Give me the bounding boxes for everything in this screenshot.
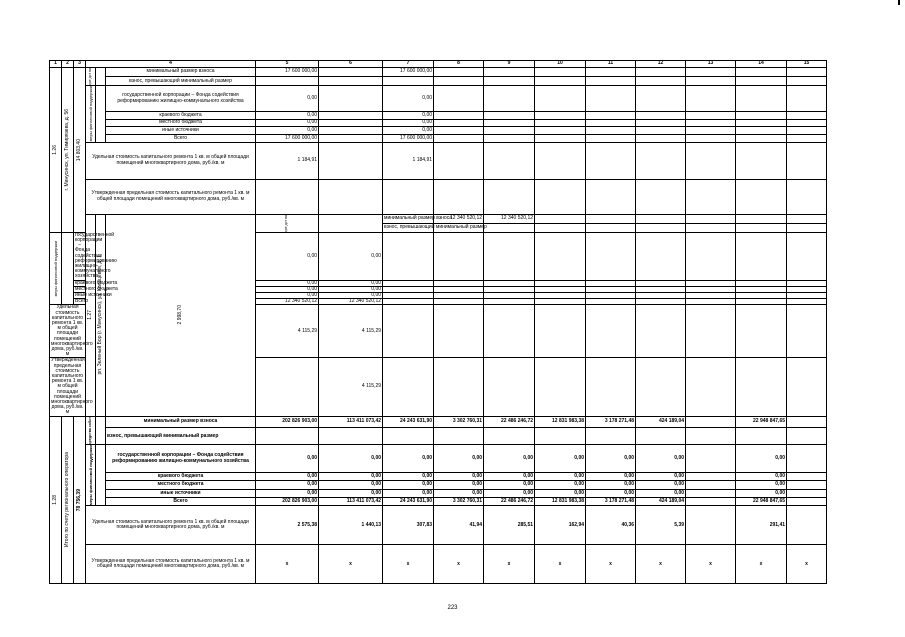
col-header-9: 9 [484, 61, 535, 68]
page-number: 223 [447, 605, 458, 611]
over-fee-label: взнос, превышающий минимальный размер [106, 77, 256, 86]
table-row: иные источники 0,00 0,00 0,00 0,00 0,00 0,00 0,00 0,00 0,00 [50, 489, 827, 497]
corner-mark [898, 0, 900, 5]
house-address: г. Минусинск, ул. Тимирязева, д. 56 [62, 68, 74, 233]
table-row: краевого бюджета 0,00 0,00 0,00 0,00 0,00 0,00 0,00 0,00 0,00 [50, 473, 827, 481]
table-row: краевого бюджета 0,00 0,00 [50, 280, 827, 286]
col-header-5: 5 [256, 61, 319, 68]
col-header-14: 14 [736, 61, 787, 68]
col-header-6: 6 [319, 61, 383, 68]
col-header-15: 15 [787, 61, 827, 68]
table-row: Всего 17 600 000,00 17 600 000,00 [50, 134, 827, 142]
col-header-8: 8 [434, 61, 484, 68]
table-row: меры финансовой поддержки государственной корпорации – Фонда содействия реформированию жилищно-коммунального хозяйства 0,00 0,00 [50, 232, 827, 280]
finance-group: меры финансовой поддержки [86, 86, 96, 142]
min-fee-label: минимальный размер взноса [106, 68, 256, 77]
house-address: Итого по счету регионального оператора [62, 416, 74, 584]
table-row: взнос, превышающий минимальный размер [50, 428, 827, 445]
col-header-11: 11 [586, 61, 636, 68]
source-group: сре дст ва [86, 68, 96, 86]
house-area: 2 998,70 [106, 214, 256, 416]
row-number: 1.27 [86, 214, 96, 416]
table-row: местного бюджета 0,00 0,00 0,00 0,00 0,00 0,00 0,00 0,00 0,00 [50, 481, 827, 489]
table-row: краевого бюджета 0,00 0,00 [50, 112, 827, 120]
table-row: иные источники 0,00 0,00 [50, 127, 827, 135]
table-row: Удельная стоимость капитального ремонта 1 кв. м общей площади помещений многоквартирного дома, руб./кв. м 2 575,38 1 440,13 307,83 41,94 285,51 162,94 40,36 5,39 291,41 [50, 506, 827, 545]
table-row: меры финансовой поддержки государственной корпорации – Фонда содействия реформированию жилищно-коммунального хозяйства 0,00 0,00 0,00 0,00 0,00 0,00 0,00 0,00 0,00 [50, 445, 827, 473]
col-header-13: 13 [686, 61, 736, 68]
source-group-sub [96, 68, 106, 86]
capital-repair-table [49, 60, 827, 584]
row-number: 1.26 [50, 68, 62, 233]
table-row: иные источники 0,00 0,00 [50, 293, 827, 299]
col-header-1: 1 [50, 61, 62, 68]
house-area: 14 803,40 [74, 68, 86, 233]
table-row: взнос, превышающий минимальный размер [50, 223, 827, 232]
table-row: Удельная стоимость капитального ремонта 1 кв. м общей площади помещений многоквартирного дома, руб./кв. м 1 184,91 1 184,91 [50, 142, 827, 179]
table-row: 1.26 г. Минусинск, ул. Тимирязева, д. 56 14 803,40 сре дст ва минимальный размер взноса 17 600 000,00 17 600 000,00 [50, 68, 827, 77]
table-row: местного бюджета 0,00 0,00 [50, 286, 827, 292]
table-row: меры финансовой поддержки государственной корпорации – Фонда содействия реформированию жилищно-коммунального хозяйства 0,00 0,00 [50, 86, 827, 112]
state-corp-label: государственной корпорации – Фонда содействия реформированию жилищно-коммунального хозяйства [106, 86, 256, 112]
row-number: 1.28 [50, 416, 62, 584]
table-row: Всего 202 826 903,00 113 411 073,42 24 243 631,90 3 302 760,31 22 486 246,72 12 831 983,38 3 178 271,48 424 189,04 22 948 847,65 [50, 497, 827, 505]
table-row: Удельная стоимость капитального ремонта 1 кв. м общей площади помещений многоквартирного дома, руб./кв. м 4 115,29 4 115,29 [50, 305, 827, 358]
house-address: рп. Зеленый Бор (г. Минусинск), ул. Кольцевая, д. 1 [96, 214, 106, 416]
house-area: 78 756,39 [74, 416, 86, 584]
table-row: Утвержденная предельная стоимость капитального ремонта 1 кв. м общей площади помещений многоквартирного дома, руб./кв. м 4 115,29 [50, 358, 827, 416]
col-header-10: 10 [535, 61, 586, 68]
table-row: 1.28 Итого по счету регионального оператора 78 756,39 средства собст минимальный размер взноса 202 826 903,00 113 411 073,42 24 243 631,90 3 302 760,31 22 486 246,72 12 831 983,38 3 178 271,48 424 189,04 22 948 847,65 [50, 416, 827, 428]
col-header-12: 12 [636, 61, 686, 68]
col-header-7: 7 [383, 61, 434, 68]
table-row: Всего 12 340 520,12 12 340 520,12 [50, 299, 827, 305]
col-header-3: 3 [74, 61, 86, 68]
col-header-2: 2 [62, 61, 74, 68]
table-row: 1.27 рп. Зеленый Бор (г. Минусинск), ул. Кольцевая, д. 1 2 998,70 сре дст ва минимальный размер взноса 12 340 520,12 12 340 520,12 [50, 214, 827, 223]
table-row [50, 77, 827, 86]
table-row: Утвержденная предельная стоимость капитального ремонта 1 кв. м общей площади помещений многоквартирного дома, руб./кв. м х х х х х х х х х х х [50, 545, 827, 584]
col-header-4: 4 [86, 61, 256, 68]
table-row: Утвержденная предельная стоимость капитального ремонта 1 кв. м общей площади помещений многоквартирного дома, руб./кв. м [50, 179, 827, 214]
header-row [50, 61, 827, 68]
table-row: местного бюджета 0,00 0,00 [50, 119, 827, 127]
